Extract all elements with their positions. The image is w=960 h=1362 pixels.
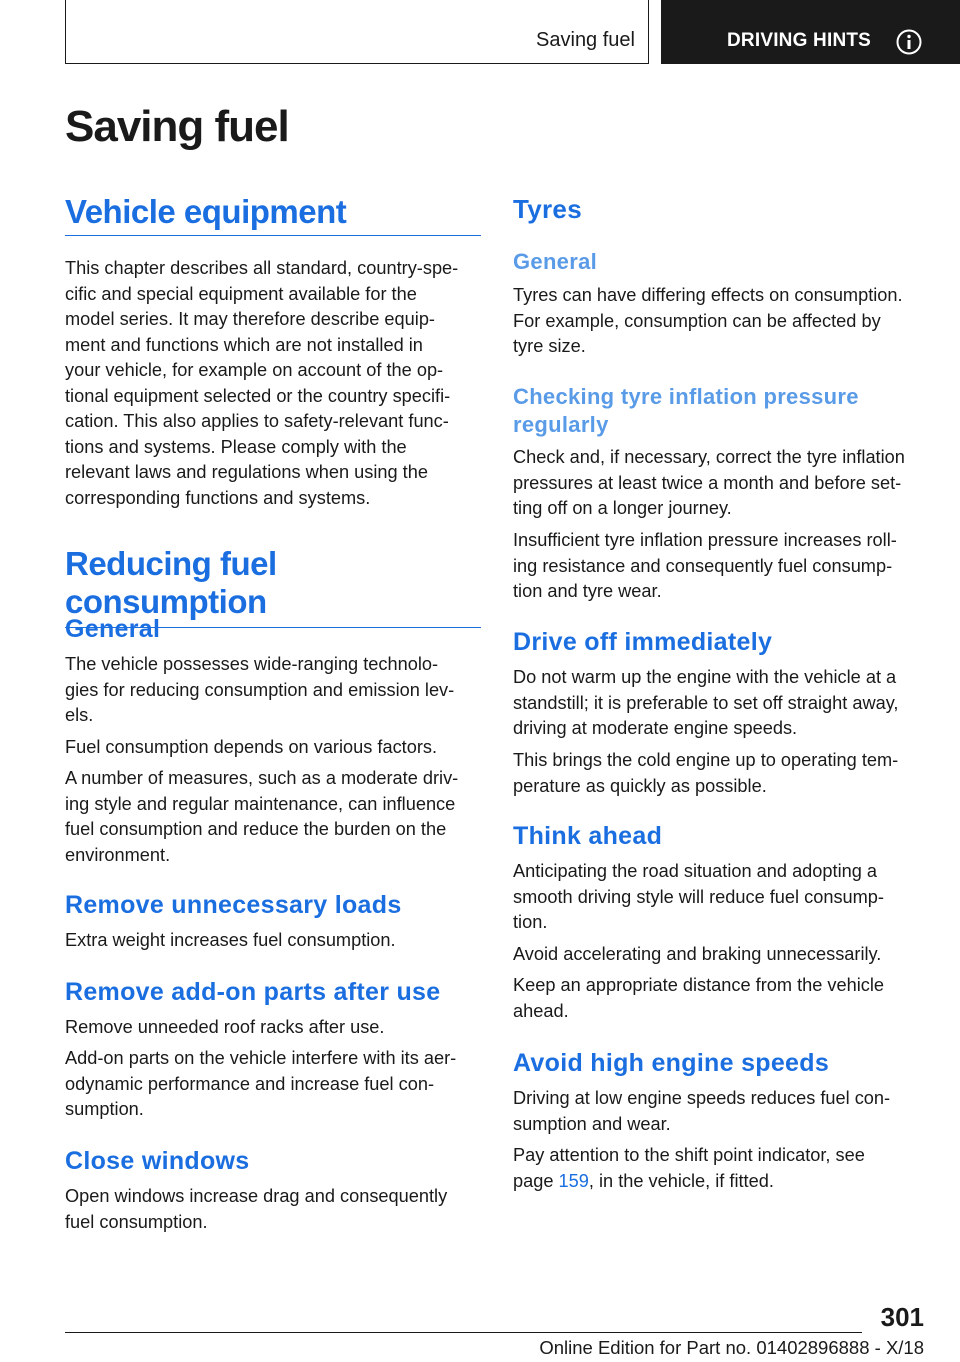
text-line: sumption and wear. xyxy=(513,1113,671,1134)
text-line: Avoid accelerating and braking unnecessarily. xyxy=(513,944,882,964)
text-line: A number of measures, such as a moderate driv- xyxy=(65,768,459,788)
general-paragraph-1 xyxy=(65,652,454,729)
heading-checking-line-2: regularly xyxy=(513,412,609,437)
drive-off-paragraph-1 xyxy=(513,665,899,742)
drive-off-paragraph-2 xyxy=(513,748,898,799)
text-line: Remove unneeded roof racks after use. xyxy=(65,1017,385,1037)
text-line: tional equipment selected or the country specifi- xyxy=(65,385,451,406)
heading-reducing-fuel: Reducing fuel consumption xyxy=(65,545,481,628)
text-line: Add-on parts on the vehicle interfere with its aer- xyxy=(65,1048,457,1068)
checking-paragraph-2 xyxy=(513,528,897,605)
text-line: ting off on a longer journey. xyxy=(513,498,732,518)
text-line: fuel consumption. xyxy=(65,1211,208,1232)
text-line: Do not warm up the engine with the vehicle at a xyxy=(513,667,897,687)
text-line: Check and, if necessary, correct the tyre inflation xyxy=(513,447,905,467)
heading-checking-line-1: Checking tyre inflation pressure xyxy=(513,384,859,409)
footer-divider xyxy=(65,1332,862,1333)
heading-tyres: Tyres xyxy=(513,194,582,224)
remove-loads-paragraph xyxy=(65,928,396,954)
heading-remove-addon: Remove add-on parts after use xyxy=(65,978,441,1006)
page-title: Saving fuel xyxy=(65,102,289,151)
general-paragraph-2 xyxy=(65,735,437,761)
text-line: odynamic performance and increase fuel con- xyxy=(65,1073,434,1094)
text-line: tyre size. xyxy=(513,336,586,356)
text-line: cation. This also applies to safety-relevant func- xyxy=(65,411,449,431)
text-line: ing style and regular maintenance, can influence xyxy=(65,793,456,814)
avoid-high-line-2-prefix: page xyxy=(513,1170,559,1191)
heading-tyres-general: General xyxy=(513,249,598,274)
heading-vehicle-equipment: Vehicle equipment xyxy=(65,193,481,236)
heading-drive-off: Drive off immediately xyxy=(513,628,773,656)
text-line: For example, consumption can be affected by xyxy=(513,310,881,331)
page-link[interactable]: 159 xyxy=(558,1170,589,1191)
text-line: Insufficient tyre inflation pressure increases roll- xyxy=(513,530,897,550)
text-line: els. xyxy=(65,705,94,725)
think-ahead-paragraph-2 xyxy=(513,942,881,968)
footer-edition: Online Edition for Part no. 01402896888 - X/18 xyxy=(539,1337,924,1358)
think-ahead-paragraph-3 xyxy=(513,973,884,1024)
text-line: Extra weight increases fuel consumption. xyxy=(65,930,396,950)
text-line: cific and special equipment available for the xyxy=(65,283,417,304)
info-icon[interactable] xyxy=(896,29,922,55)
text-line: pressures at least twice a month and before set- xyxy=(513,472,902,493)
text-line: fuel consumption and reduce the burden on the xyxy=(65,819,447,839)
heading-close-windows: Close windows xyxy=(65,1147,250,1175)
text-line: ing resistance and consequently fuel consump- xyxy=(513,555,893,576)
heading-checking-tyre-pressure xyxy=(513,383,859,439)
avoid-high-paragraph-1 xyxy=(513,1086,890,1137)
general-paragraph-3 xyxy=(65,766,458,868)
text-line: driving at moderate engine speeds. xyxy=(513,718,798,738)
heading-think-ahead: Think ahead xyxy=(513,822,663,850)
text-line: Keep an appropriate distance from the vehicle xyxy=(513,975,885,995)
text-line: Open windows increase drag and consequently xyxy=(65,1186,448,1206)
text-line: your vehicle, for example on account of the op- xyxy=(65,360,444,380)
text-line: environment. xyxy=(65,844,171,865)
text-line: Anticipating the road situation and adopting a xyxy=(513,861,878,881)
text-line: tion and tyre wear. xyxy=(513,581,662,601)
text-line: The vehicle possesses wide-ranging technolo- xyxy=(65,654,439,674)
text-line: ahead. xyxy=(513,1000,569,1021)
heading-general: General xyxy=(65,615,161,643)
text-line: ment and functions which are not installed in xyxy=(65,334,423,355)
text-line: relevant laws and regulations when using the xyxy=(65,462,428,482)
header-section-title: Saving fuel xyxy=(536,29,635,51)
checking-paragraph-1 xyxy=(513,445,905,522)
page-number: 301 xyxy=(880,1302,924,1332)
text-line: This chapter describes all standard, country-spe- xyxy=(65,258,459,278)
heading-avoid-high-speeds: Avoid high engine speeds xyxy=(513,1049,830,1077)
remove-addon-paragraph-2 xyxy=(65,1046,456,1123)
avoid-high-line-2-suffix: , in the vehicle, if fitted. xyxy=(588,1170,774,1191)
vehicle-equipment-body xyxy=(65,256,458,511)
text-line: gies for reducing consumption and emission lev- xyxy=(65,679,455,700)
remove-addon-paragraph-1 xyxy=(65,1015,384,1041)
header-chapter-label: DRIVING HINTS xyxy=(727,30,872,51)
text-line: model series. It may therefore describe equip- xyxy=(65,309,435,329)
text-line: This brings the cold engine up to operating tem- xyxy=(513,750,899,770)
avoid-high-paragraph-2 xyxy=(513,1143,865,1194)
heading-remove-loads: Remove unnecessary loads xyxy=(65,891,402,919)
text-line: tion. xyxy=(513,912,548,932)
text-line: corresponding functions and systems. xyxy=(65,487,371,508)
text-line: smooth driving style will reduce fuel consump- xyxy=(513,886,884,907)
avoid-high-line-1: Pay attention to the shift point indicator, see xyxy=(513,1145,865,1165)
tyres-general-paragraph xyxy=(513,283,903,360)
text-line: perature as quickly as possible. xyxy=(513,775,767,796)
text-line: Fuel consumption depends on various factors. xyxy=(65,737,438,757)
text-line: tions and systems. Please comply with the xyxy=(65,436,407,457)
text-line: standstill; it is preferable to set off straight away, xyxy=(513,692,899,713)
text-line: Driving at low engine speeds reduces fuel con- xyxy=(513,1088,891,1108)
text-line: Tyres can have differing effects on consumption. xyxy=(513,285,903,305)
text-line: sumption. xyxy=(65,1099,144,1119)
close-windows-paragraph xyxy=(65,1184,447,1235)
think-ahead-paragraph-1 xyxy=(513,859,884,936)
